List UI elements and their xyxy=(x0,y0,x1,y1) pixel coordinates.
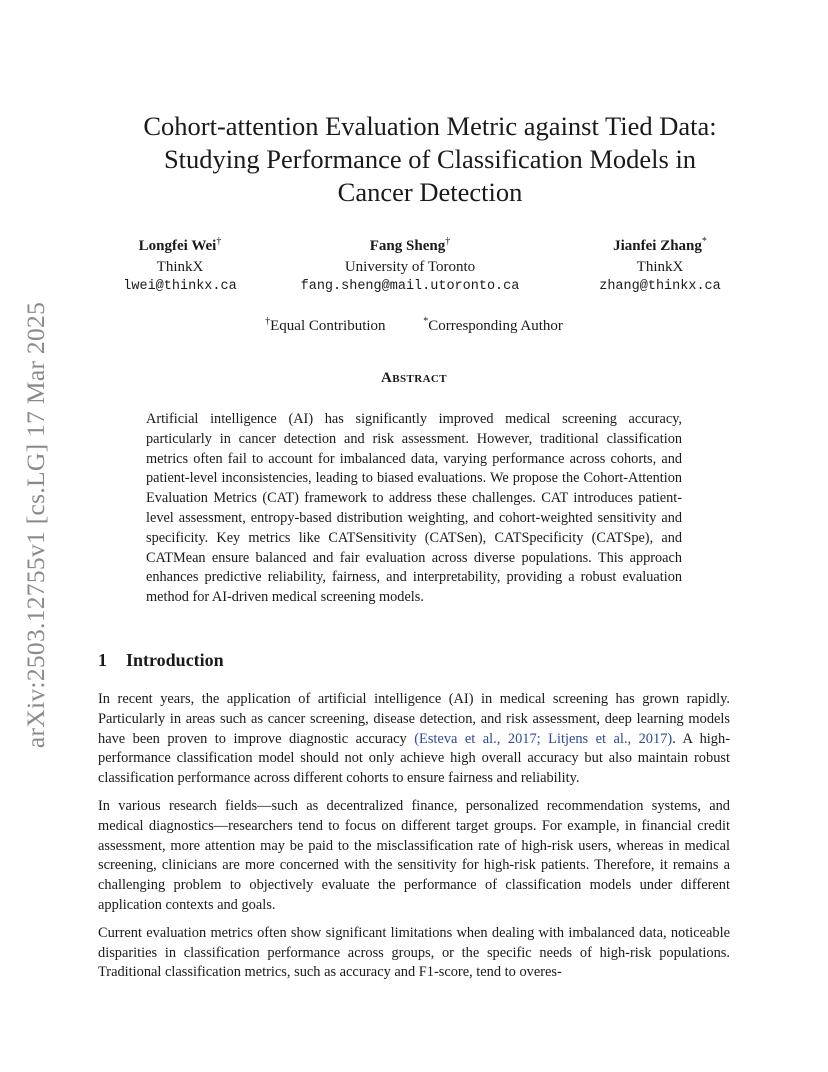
paragraph-3: Current evaluation metrics often show significant limitations when dealing with imbalanced data, noticeable disparities in classification performance across groups, or the specific needs of high-risk populations. Traditional classification metrics, such as accuracy and F1-score, tend to overes- xyxy=(98,924,730,981)
paper-title xyxy=(60,110,800,209)
author-affiliation: University of Toronto xyxy=(344,258,476,275)
equal-contribution-note: †Equal Contribution xyxy=(265,316,386,334)
author-affiliation: ThinkX xyxy=(636,258,684,275)
author-1 xyxy=(80,236,280,298)
author-mark: † xyxy=(216,236,222,247)
author-email: zhang@thinkx.ca xyxy=(599,279,721,294)
section-title: Introduction xyxy=(126,650,224,670)
title-line-2: Studying Performance of Classification Models in xyxy=(163,144,697,174)
abstract-text: Artificial intelligence (AI) has significantly improved medical screening accuracy, particularly in cancer detection and risk assessment. However, traditional classification metrics often fail to account for imbalanced data, varying performance across cohorts, and patient-level inconsistencies, leading to biased evaluations. We propose the Cohort-Attention Evaluation Metrics (CAT) framework to address these challenges. CAT introduces patient-level assessment, entropy-based distribution weighting, and cohort-weighted sensitivity and specificity. Key metrics like CATSensitivity (CATSen), CATSpecificity (CATSpe), and CATMean ensure balanced and fair evaluation across diverse populations. This approach enhances predictive reliability, fairness, and interpretability, providing a robust evaluation method for AI-driven medical screening models. xyxy=(146,411,682,606)
author-name: Fang Sheng xyxy=(369,238,446,254)
corresponding-author-note: *Corresponding Author xyxy=(423,316,563,334)
title-line-1: Cohort-attention Evaluation Metric against Tied Data: xyxy=(143,111,717,141)
section-heading xyxy=(98,650,224,671)
author-email: fang.sheng@mail.utoronto.ca xyxy=(300,279,520,294)
arxiv-identifier xyxy=(20,290,52,760)
author-3 xyxy=(550,236,770,298)
body-text xyxy=(98,690,730,991)
author-affiliation: ThinkX xyxy=(156,258,204,275)
author-2 xyxy=(260,236,560,298)
abstract-heading: Abstract xyxy=(381,370,447,386)
section-number: 1 xyxy=(98,650,107,670)
author-mark: † xyxy=(445,236,451,247)
author-name: Longfei Wei xyxy=(138,238,217,254)
citation-link[interactable]: (Esteva et al., 2017; Litjens et al., 2017) xyxy=(414,730,673,747)
paragraph-2: In various research fields—such as decentralized finance, personalized recommendation systems, and medical diagnostics—researchers tend to focus on different target groups. For example, in financial credit assessment, more attention may be paid to the misclassification rate of high-risk users, whereas in medical screening, clinicians are more concerned with the sensitivity for high-risk patients. Therefore, it remains a challenging problem to objectively evaluate the performance of classification models under different application contexts and goals. xyxy=(98,797,730,913)
author-email: lwei@thinkx.ca xyxy=(123,279,237,294)
author-notes xyxy=(0,316,828,335)
title-line-3: Cancer Detection xyxy=(337,177,523,207)
author-block xyxy=(95,236,735,300)
paragraph-1: In recent years, the application of artificial intelligence (AI) in medical screening has grown rapidly. Particularly in areas such as cancer screening, disease detection, and risk assessment, deep learning models have been proven to improve diagnostic accuracy (Esteva et al., 2017; Litjens et al., 2017). A high-performance classification model should not only achieve high overall accuracy but also maintain robust classification performance across different cohorts to ensure fairness and reliability. xyxy=(98,691,730,787)
arxiv-identifier-text: arXiv:2503.12755v1 [cs.LG] 17 Mar 2025 xyxy=(21,301,50,749)
author-name: Jianfei Zhang xyxy=(613,238,702,254)
author-mark: * xyxy=(701,236,707,247)
